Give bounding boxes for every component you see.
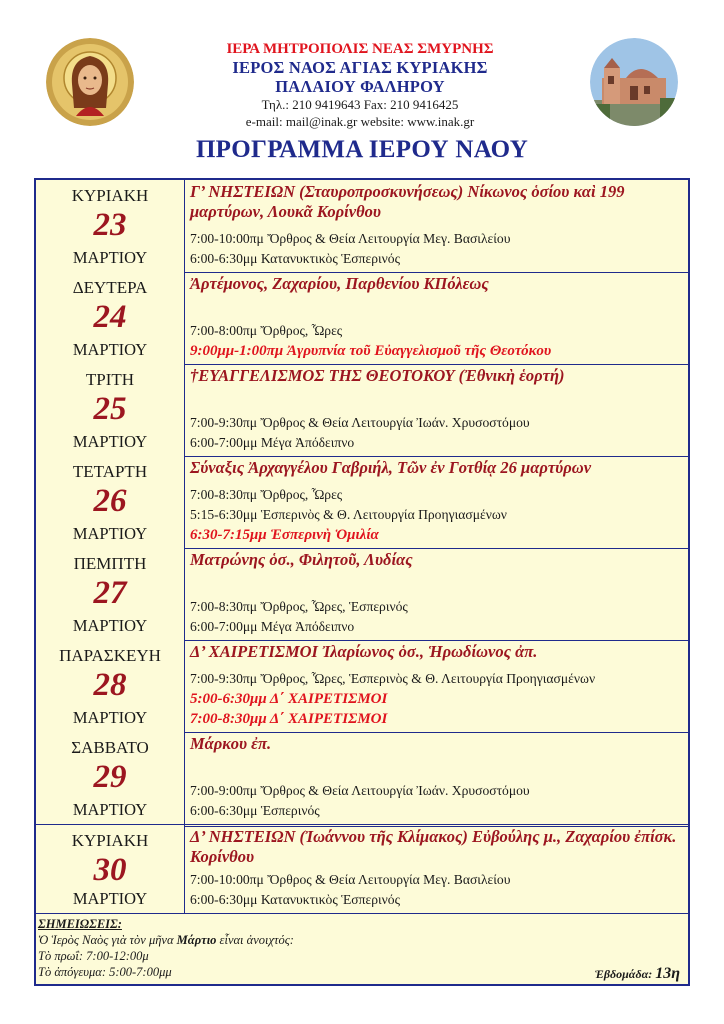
month-name: ΜΑΡΤΙΟΥ (72, 432, 148, 451)
day-number: 28 (93, 667, 127, 703)
day-of-week: ΠΕΜΠΤΗ (73, 554, 147, 573)
service-line: 7:00-9:00πμ Ὄρθρος & Θεία Λειτουργία Ἰωάν. Χρυσοστόμου (190, 783, 530, 798)
notes-section (38, 916, 686, 984)
feast-title: Δ’ ΧΑΙΡΕΤΙΣΜΟΙ Ἰλαρίωνος ὁσ., Ἡρωδίωνος ἀπ. (190, 642, 538, 661)
month-name: ΜΑΡΤΙΟΥ (72, 800, 148, 819)
feast-title: Γ’ ΝΗΣΤΕΙΩΝ (Σταυροπροσκυνήσεως) Νίκωνος ὁσίου καὶ 199 μαρτύρων, Λουκᾶ Κορίνθου (190, 182, 625, 221)
day-row (36, 825, 688, 914)
day-number: 27 (93, 575, 127, 611)
day-number: 26 (93, 483, 127, 519)
date-cell (36, 548, 185, 640)
notes-title: ΣΗΜΕΙΩΣΕΙΣ: (38, 917, 122, 931)
service-line: 7:00-9:30πμ Ὄρθρος & Θεία Λειτουργία Ἰωάν. Χρυσοστόμου (190, 415, 530, 430)
feast-title: Σύναξις Ἀρχαγγέλου Γαβριήλ, Τῶν ἐν Γοτθίᾳ 26 μαρτύρων (190, 458, 592, 477)
service-list (190, 321, 684, 361)
day-info (190, 180, 684, 272)
feast-title: Ματρώνης ὁσ., Φιλητοῦ, Λυδίας (190, 550, 413, 569)
service-list (190, 781, 684, 821)
day-row (36, 640, 688, 733)
month-name: ΜΑΡΤΙΟΥ (72, 889, 148, 908)
day-number: 29 (93, 759, 127, 795)
service-line: 7:00-8:30πμ Ὄρθρος, Ὧρες (190, 487, 343, 502)
service-list (190, 485, 684, 545)
month-name: ΜΑΡΤΙΟΥ (72, 708, 148, 727)
feast-title: Μάρκου ἐπ. (190, 734, 272, 753)
day-of-week: ΚΥΡΙΑΚΗ (71, 831, 149, 850)
day-info (190, 364, 684, 456)
week-value: 13η (655, 965, 680, 982)
day-info (190, 456, 684, 548)
day-of-week: ΔΕΥΤΕΡΑ (72, 278, 148, 297)
notes-opening-post: εἶναι ἀνοιχτός: (216, 933, 294, 947)
service-list (190, 669, 684, 729)
service-line: 6:00-6:30μμ Ἑσπερινός (190, 803, 320, 818)
day-row (36, 180, 688, 273)
day-info (190, 272, 684, 364)
service-line: 6:00-6:30μμ Κατανυκτικὸς Ἑσπερινός (190, 251, 400, 266)
service-list (190, 597, 684, 637)
service-line: 9:00μμ-1:00πμ Ἀγρυπνία τοῦ Εὐαγγελισμοῦ τῆς Θεοτόκου (190, 343, 552, 359)
service-line: 6:30-7:15μμ Ἑσπερινὴ Ὁμιλία (190, 527, 379, 543)
day-number: 23 (93, 207, 127, 243)
day-number: 24 (93, 299, 127, 335)
notes-opening-pre: Ὁ Ἱερὸς Ναὸς γιὰ τὸν μῆνα (38, 933, 177, 947)
date-cell (36, 640, 185, 732)
service-line: 7:00-8:30μμ Δ΄ ΧΑΙΡΕΤΙΣΜΟΙ (190, 711, 388, 727)
month-name: ΜΑΡΤΙΟΥ (72, 524, 148, 543)
service-list (190, 229, 684, 269)
day-info (190, 732, 684, 824)
metropolis-name: ΙΕΡΑ ΜΗΤΡΟΠΟΛΙΣ ΝΕΑΣ ΣΜΥΡΝΗΣ (226, 41, 494, 57)
church-name: ΙΕΡΟΣ ΝΑΟΣ ΑΓΙΑΣ ΚΥΡΙΑΚΗΣ (232, 58, 488, 77)
notes-opening (38, 932, 686, 948)
service-line: 5:00-6:30μμ Δ΄ ΧΑΙΡΕΤΙΣΜΟΙ (190, 691, 388, 707)
service-line: 7:00-8:00πμ Ὄρθρος, Ὧρες (190, 323, 343, 338)
header (0, 0, 724, 180)
day-row (36, 548, 688, 641)
service-line: 5:15-6:30μμ Ἑσπερινὸς & Θ. Λειτουργία Προηγιασμένων (190, 507, 507, 522)
month-name: ΜΑΡΤΙΟΥ (72, 340, 148, 359)
schedule-table (34, 178, 690, 986)
service-line: 7:00-10:00πμ Ὄρθρος & Θεία Λειτουργία Μεγ. Βασιλείου (190, 231, 511, 246)
week-number (595, 966, 680, 982)
day-number: 30 (93, 852, 127, 888)
service-line: 6:00-7:00μμ Μέγα Ἀπόδειπνο (190, 435, 355, 450)
notes-afternoon-hours: Τὸ ἀπόγευμα: 5:00-7:00μμ (38, 965, 172, 979)
month-name: ΜΑΡΤΙΟΥ (72, 248, 148, 267)
service-list (190, 870, 684, 910)
service-line: 6:00-7:00μμ Μέγα Ἀπόδειπνο (190, 619, 355, 634)
church-info (140, 40, 580, 130)
day-row (36, 364, 688, 457)
day-of-week: ΤΕΤΑΡΤΗ (72, 462, 148, 481)
date-cell (36, 825, 185, 913)
day-number: 25 (93, 391, 127, 427)
saint-kyriaki-icon (46, 38, 134, 126)
feast-title: †ΕΥΑΓΓΕΛΙΣΜΟΣ ΤΗΣ ΘΕΟΤΟΚΟΥ (Ἐθνικὴ ἑορτή) (190, 366, 565, 385)
church-building-icon (590, 38, 678, 126)
day-of-week: ΤΡΙΤΗ (85, 370, 135, 389)
phone-fax: Τηλ.: 210 9419643 Fax: 210 9416425 (261, 97, 459, 112)
month-name: ΜΑΡΤΙΟΥ (72, 616, 148, 635)
date-cell (36, 364, 185, 456)
day-info (190, 548, 684, 640)
day-row (36, 272, 688, 365)
date-cell (36, 272, 185, 364)
feast-title: Δ’ ΝΗΣΤΕΙΩΝ (Ἰωάννου τῆς Κλίμακος) Εὐβούλης μ., Ζαχαρίου ἐπίσκ. Κορίνθου (190, 827, 677, 866)
feast-title: Ἀρτέμονος, Ζαχαρίου, Παρθενίου ΚΠόλεως (190, 274, 489, 293)
email-website: e-mail: mail@inak.gr website: www.inak.gr (245, 114, 475, 129)
page-title: ΠΡΟΓΡΑΜΜΑ ΙΕΡΟΥ ΝΑΟΥ (195, 136, 529, 163)
date-cell (36, 456, 185, 548)
day-info (190, 640, 684, 732)
service-line: 7:00-8:30πμ Ὄρθρος, Ὧρες, Ἑσπερινός (190, 599, 408, 614)
day-of-week: ΠΑΡΑΣΚΕΥΗ (59, 646, 161, 665)
day-of-week: ΣΑΒΒΑΤΟ (71, 738, 149, 757)
service-line: 7:00-9:30πμ Ὄρθρος, Ὧρες, Ἑσπερινὸς & Θ. Λειτουργία Προηγιασμένων (190, 671, 596, 686)
date-cell (36, 732, 185, 824)
day-info (190, 825, 684, 913)
day-row (36, 456, 688, 549)
date-cell (36, 180, 185, 272)
day-of-week: ΚΥΡΙΑΚΗ (71, 186, 149, 205)
notes-morning-hours: Τὸ πρωΐ: 7:00-12:00μ (38, 949, 149, 963)
church-area: ΠΑΛΑΙΟΥ ΦΑΛΗΡΟΥ (275, 77, 445, 96)
notes-opening-month: Μάρτιο (176, 933, 217, 947)
service-list (190, 413, 684, 453)
service-line: 7:00-10:00πμ Ὄρθρος & Θεία Λειτουργία Μεγ. Βασιλείου (190, 872, 511, 887)
day-row (36, 732, 688, 827)
week-label: Ἑβδομάδα: (594, 967, 656, 981)
service-line: 6:00-6:30μμ Κατανυκτικὸς Ἑσπερινός (190, 892, 400, 907)
